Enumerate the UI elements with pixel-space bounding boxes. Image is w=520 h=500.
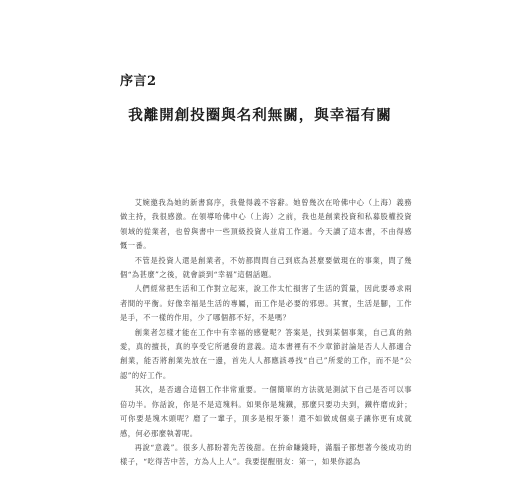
paragraph: 再說“意義”。很多人都盼著先苦後甜。在拚命賺錢時，滿腦子都想著今後成功的樣子，“吃得苦中苦，方為人上人”。我要提醒朋友：第一，如果你認為 xyxy=(120,442,412,467)
page-title: 我離開創投圈與名利無關，與幸福有關 xyxy=(128,107,392,124)
paragraph: 不管是投資人還是創業者，不妨都問問自己到底為甚麼要做現在的事業，問了幾個“為甚麼”之後，就會談到“幸福”這個話題。 xyxy=(120,255,412,280)
paragraph: 艾婉邀我為她的新書寫序，我覺得義不容辭。她曾幾次在哈佛中心（上海）義務做主持，我很感激。在領導哈佛中心（上海）之前，我也是創業投資和私募股權投資領域的從業者，也曾與書中一些頂級投資人並肩工作過。今天讀了這本書，不由得感慨一番。 xyxy=(120,198,412,251)
body-text xyxy=(120,196,412,470)
paragraph: 其次，是否適合這個工作非常重要。一個簡單的方法就是測試下自己是否可以事倍功半。你話說，你是不是這塊料。如果你是塊鐵，那麼只要功夫到，鐵杵磨成針；可你要是塊木頭呢？磨了一輩子，頂多是根牙簽！還不如做成個桌子讓你更有成就感，何必那麼執著呢。 xyxy=(120,385,412,438)
section-label: 序言2 xyxy=(120,74,157,89)
paragraph: 人們經常把生活和工作對立起來，說工作太忙損害了生活的質量，因此要尋求兩者間的平衡。好像幸福是生活的專屬，而工作是必要的邪惡。其實，生活是腳，工作是手，不一樣的作用，少了哪個都不好，不是嗎？ xyxy=(120,284,412,323)
paragraph: 創業者怎樣才能在工作中有幸福的感覺呢？答案是，找到某個事業，自己真的熱愛，真的擅長，真的享受它所遞發的意義。這本書裡有不少章節討論是否人人都適合創業，能否將創業先放在一邊，首先人人都應該尋找“自己”所愛的工作，而不是“公認”的好工作。 xyxy=(120,327,412,380)
